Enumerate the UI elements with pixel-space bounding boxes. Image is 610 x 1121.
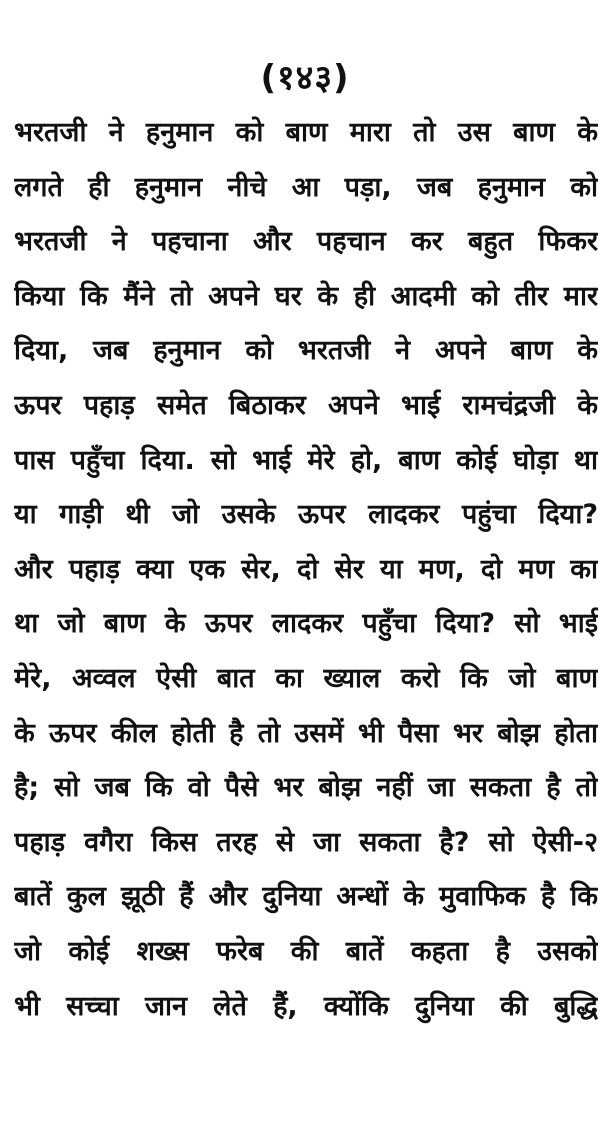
text-line: बातें कुल झूठी हैं और दुनिया अन्धों के मुवाफिक है कि (14, 881, 598, 913)
body-text (14, 106, 598, 1034)
text-line: दिया, जब हनुमान को भरतजी ने अपने बाण के (14, 335, 598, 367)
text-line: मेरे, अव्वल ऐसी बात का ख्याल करो कि जो बाण (14, 662, 598, 694)
text-line: किया कि मैंने तो अपने घर के ही आदमी को तीर मार (14, 280, 598, 312)
text-line: भी सच्चा जान लेते हैं, क्योंकि दुनिया की बुद्धि (14, 990, 598, 1022)
text-line: के ऊपर कील होती है तो उसमें भी पैसा भर बोझ होता (14, 717, 598, 749)
text-line: पास पहुँचा दिया. सो भाई मेरे हो, बाण कोई घोड़ा था (14, 444, 598, 476)
text-line: भरतजी ने हनुमान को बाण मारा तो उस बाण के (14, 117, 598, 148)
text-line: ऊपर पहाड़ समेत बिठाकर अपने भाई रामचंद्रजी के (14, 389, 598, 421)
text-line: पहाड़ वगैरा किस तरह से जा सकता है? सो ऐसी-२ (14, 826, 598, 858)
text-line: था जो बाण के ऊपर लादकर पहुँचा दिया? सो भाई (14, 608, 598, 640)
text-line: है; सो जब कि वो पैसे भर बोझ नहीं जा सकता है तो (14, 772, 598, 804)
text-line: जो कोई शख्स फरेब की बातें कहता है उसको (14, 935, 598, 967)
text-line: या गाड़ी थी जो उसके ऊपर लादकर पहुंचा दिया? (14, 499, 598, 531)
text-line: और पहाड़ क्या एक सेर, दो सेर या मण, दो मण का (14, 553, 598, 585)
page-number: (१४३) (260, 58, 350, 98)
text-line: भरतजी ने पहचाना और पहचान कर बहुत फिकर (14, 226, 598, 258)
text-line: लगते ही हनुमान नीचे आ पड़ा, जब हनुमान को (14, 171, 598, 203)
